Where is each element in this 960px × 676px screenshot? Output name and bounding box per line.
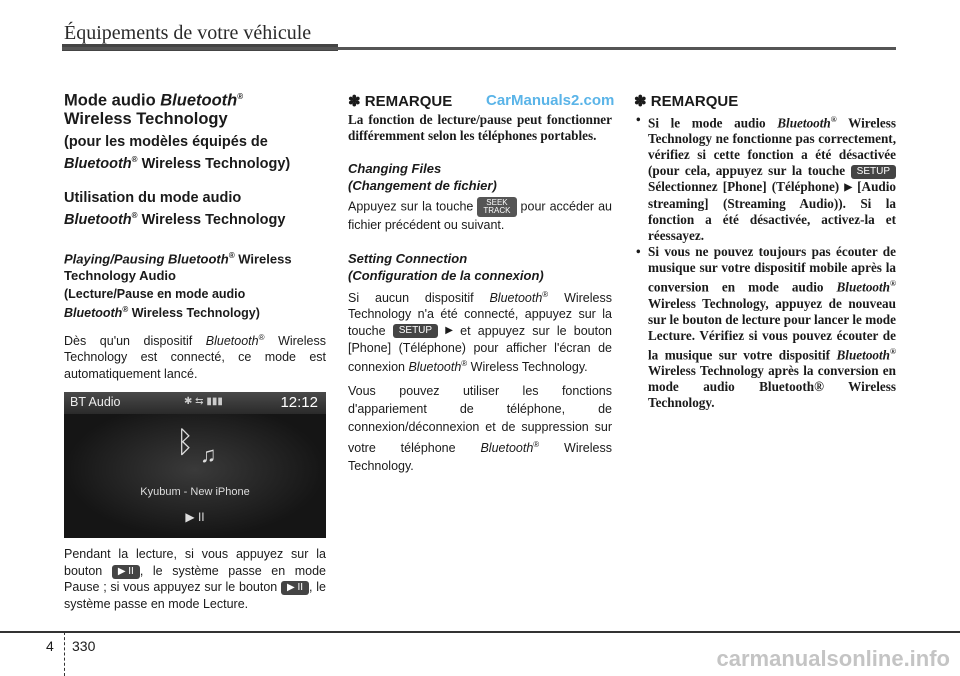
remark-list	[634, 112, 896, 411]
playing-heading: Playing/Pausing Bluetooth® Wireless Technology Audio	[64, 251, 292, 284]
changing-files-heading: Changing Files (Changement de fichier)	[348, 161, 497, 193]
watermark: CarManuals2.com	[486, 92, 615, 109]
play-pause-icon: ▶ II	[185, 510, 205, 525]
remark-text: La fonction de lecture/pause peut fonctionner différemment selon les téléphones portables.	[348, 112, 612, 143]
play-pause-key-icon: ▶ II	[281, 581, 309, 595]
column-1	[64, 88, 326, 612]
setting-connection-paragraph: Si aucun dispositif Bluetooth® Wireless Technology n'a été connecté, appuyez sur la touche SETUP ▶ et appuyez sur le bouton [Phone] (Téléphone) pour afficher l'écran de connexion Bluetooth® Wireless Technology.	[348, 289, 612, 375]
pause-paragraph: Pendant la lecture, si vous appuyez sur la bouton ▶ II , le système passe en mode Pause ; si vous appuyez sur le bouton ▶ II , le système passe en mode Lecture.	[64, 547, 326, 611]
footer-rule	[0, 631, 960, 633]
list-item: • Si le mode audio Bluetooth® Wireless Technology ne fonctionne pas correctement, vérifiez si cette fonction a été désactivée (pour cela, appuyez sur la touche SETUP Sélectionnez [Phone] (Téléphone) ▶ [Audio streaming] (Streaming Audio)). Si la fonction a été désactivée, activez-la et réessayez.	[634, 112, 896, 244]
remark-heading: ✽ REMARQUE	[348, 93, 453, 110]
list-item: • Si vous ne pouvez toujours pas écouter de musique sur votre dispositif mobile après la conversion en mode audio Bluetooth® Wireless Technology, appuyez de nouveau sur le bouton de lecture pour lancer le mode Lecture. Vérifiez si vous pouvez écouter de la musique sur votre dispositif Bluetooth® Wireless Technology après la conversion en mode audio Bluetooth® Wireless Technology.	[634, 244, 896, 411]
play-pause-key-icon: ▶ II	[112, 565, 140, 579]
setting-connection-heading: Setting Connection (Configuration de la connexion)	[348, 250, 544, 283]
setup-key-icon: SETUP	[393, 324, 438, 338]
screen-title: BT Audio	[70, 395, 121, 410]
star-icon: ✽	[634, 93, 647, 110]
header-title: Équipements de votre véhicule	[64, 22, 312, 44]
setup-key-icon: SETUP	[851, 165, 896, 179]
column-3	[634, 92, 896, 411]
changing-files-paragraph: Appuyez sur la touche SEEK TRACK pour accéder au fichier précédent ou suivant.	[348, 198, 612, 232]
screen-time: 12:12	[280, 394, 318, 412]
music-note-icon: ♫	[200, 442, 217, 468]
status-icons: ✱ ⇆ ▮▮▮	[184, 396, 223, 408]
section-subheading: (pour les modèles équipés de Bluetooth® Wireless Technology)	[64, 133, 291, 172]
chapter-number: 4	[46, 638, 54, 654]
section-heading: Mode audio Bluetooth® Wireless Technology	[64, 91, 244, 128]
bluetooth-icon: ᛒ	[176, 426, 194, 460]
page-number: 330	[72, 638, 96, 654]
star-icon: ✽	[348, 93, 361, 110]
header-rule	[62, 47, 896, 50]
usage-heading: Utilisation du mode audio Bluetooth® Wireless Technology	[64, 190, 286, 229]
site-watermark: carmanualsonline.info	[716, 646, 950, 671]
arrow-icon: ▶	[445, 325, 453, 337]
remark-heading: ✽ REMARQUE	[634, 93, 739, 110]
playing-heading-fr: (Lecture/Pause en mode audio Bluetooth® Wireless Technology)	[64, 287, 260, 321]
connect-paragraph: Dès qu'un dispositif Bluetooth® Wireless Technology est connecté, ce mode est automatiquement lancé.	[64, 332, 326, 381]
pairing-paragraph: Vous pouvez utiliser les fonctions d'appariement de téléphone, de connexion/déconnexion et de suppression sur votre téléphone Bluetooth® Wireless Technology.	[348, 383, 612, 473]
bt-audio-screen	[64, 392, 326, 538]
column-2	[348, 92, 615, 475]
device-name: Kyubum - New iPhone	[140, 486, 250, 499]
seek-track-key-icon: SEEK TRACK	[477, 197, 516, 217]
arrow-icon: ▶	[844, 182, 853, 194]
footer-divider	[64, 632, 65, 676]
